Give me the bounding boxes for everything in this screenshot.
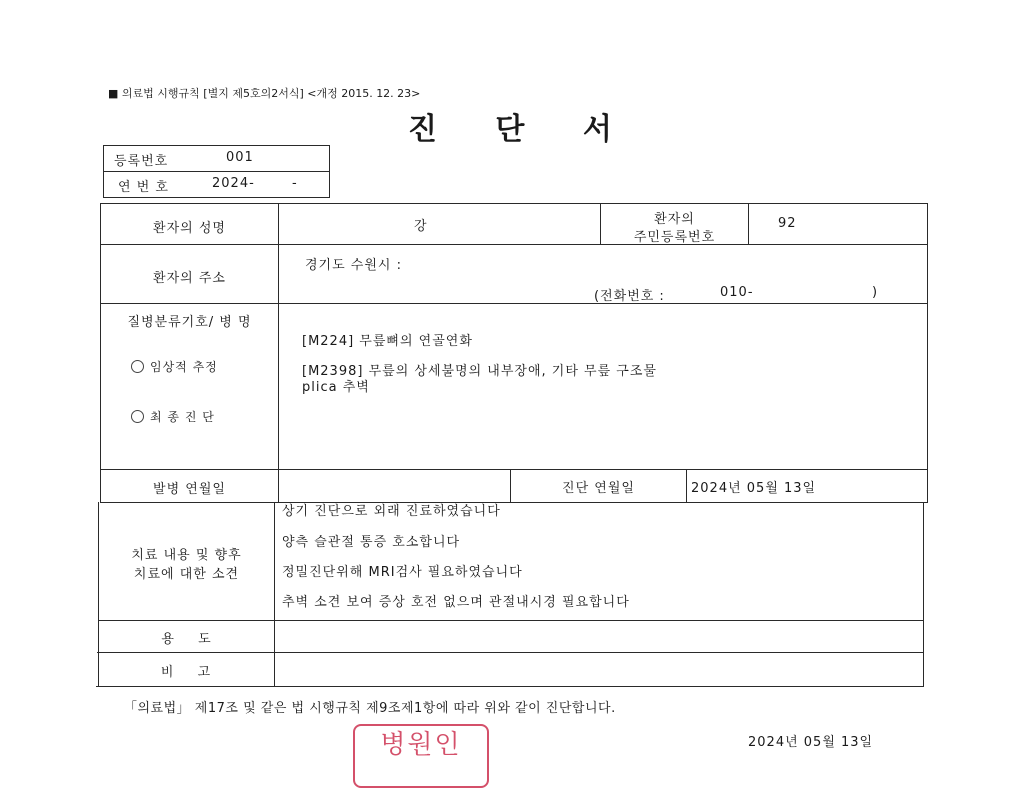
serial-label: 연 번 호: [118, 180, 169, 195]
rrn-label-line2: 주민등록번호: [633, 230, 716, 245]
option-final-diagnosis[interactable]: [131, 408, 215, 425]
treatment-line-3: 정밀진단위해 MRI검사 필요하였습니다: [282, 565, 523, 580]
diagnosis-date-value: 2024년 05월 13일: [691, 481, 817, 496]
patient-name-value: 강: [414, 219, 428, 234]
diagnosis-label: 질병분류기호/ 병 명: [127, 315, 252, 330]
hospital-seal: [353, 724, 489, 788]
onset-date-label: 발병 연월일: [153, 482, 226, 497]
reg-no-value: 001: [226, 150, 254, 165]
rrn-label-line1: 환자의: [654, 212, 695, 227]
diagnosis-date-label: 진단 연월일: [562, 481, 635, 496]
final-diagnosis-radio[interactable]: [131, 410, 144, 423]
address-value: 경기도 수원시 :: [305, 258, 402, 273]
clinical-estimate-radio[interactable]: [131, 360, 144, 373]
diagnosis-line-1: [M224] 무릎뼈의 연골연화: [302, 334, 473, 349]
treatment-line-4: 추벽 소견 보여 증상 호전 없으며 관절내시경 필요합니다: [282, 595, 630, 610]
phone-label: (전화번호 :: [594, 289, 665, 304]
treatment-label-line1: 치료 내용 및 향후: [131, 548, 242, 563]
remarks-label: 비 고: [160, 665, 212, 680]
option-clinical-estimate[interactable]: [131, 358, 218, 375]
form-header-text: 의료법 시행규칙 [별지 제5호의2서식] <개정 2015. 12. 23>: [121, 87, 421, 100]
legal-statement: 「의료법」 제17조 및 같은 법 시행규칙 제9조제1항에 따라 위와 같이 진단합니다.: [124, 701, 616, 716]
treatment-line-1: 상기 진단으로 외래 진료하였습니다: [282, 504, 501, 519]
patient-name-label: 환자의 성명: [153, 221, 226, 236]
rrn-value: 92: [778, 216, 797, 231]
phone-value: 010-: [720, 285, 754, 300]
form-header: [108, 85, 420, 101]
hospital-seal-text: 병원인: [380, 730, 462, 760]
diagnosis-line-2: [M2398] 무릎의 상세불명의 내부장애, 기타 무릎 구조물: [302, 364, 657, 379]
reg-no-label: 등록번호: [114, 154, 169, 169]
final-diagnosis-label: 최 종 진 단: [150, 410, 215, 424]
usage-label: 용 도: [161, 632, 212, 647]
issue-date: 2024년 05월 13일: [748, 735, 874, 750]
address-label: 환자의 주소: [153, 271, 226, 286]
document-title: 진 단 서: [408, 112, 612, 147]
serial-value: 2024-: [212, 176, 255, 191]
treatment-line-2: 양측 슬관절 통증 호소합니다: [282, 535, 461, 550]
serial-dash: -: [292, 176, 298, 191]
clinical-estimate-label: 임상적 추정: [150, 360, 218, 374]
phone-close: ): [872, 285, 879, 300]
diagnosis-line-3: plica 추벽: [302, 380, 370, 395]
treatment-label-line2: 치료에 대한 소견: [133, 567, 240, 582]
form-header-marker: ■: [108, 87, 119, 100]
